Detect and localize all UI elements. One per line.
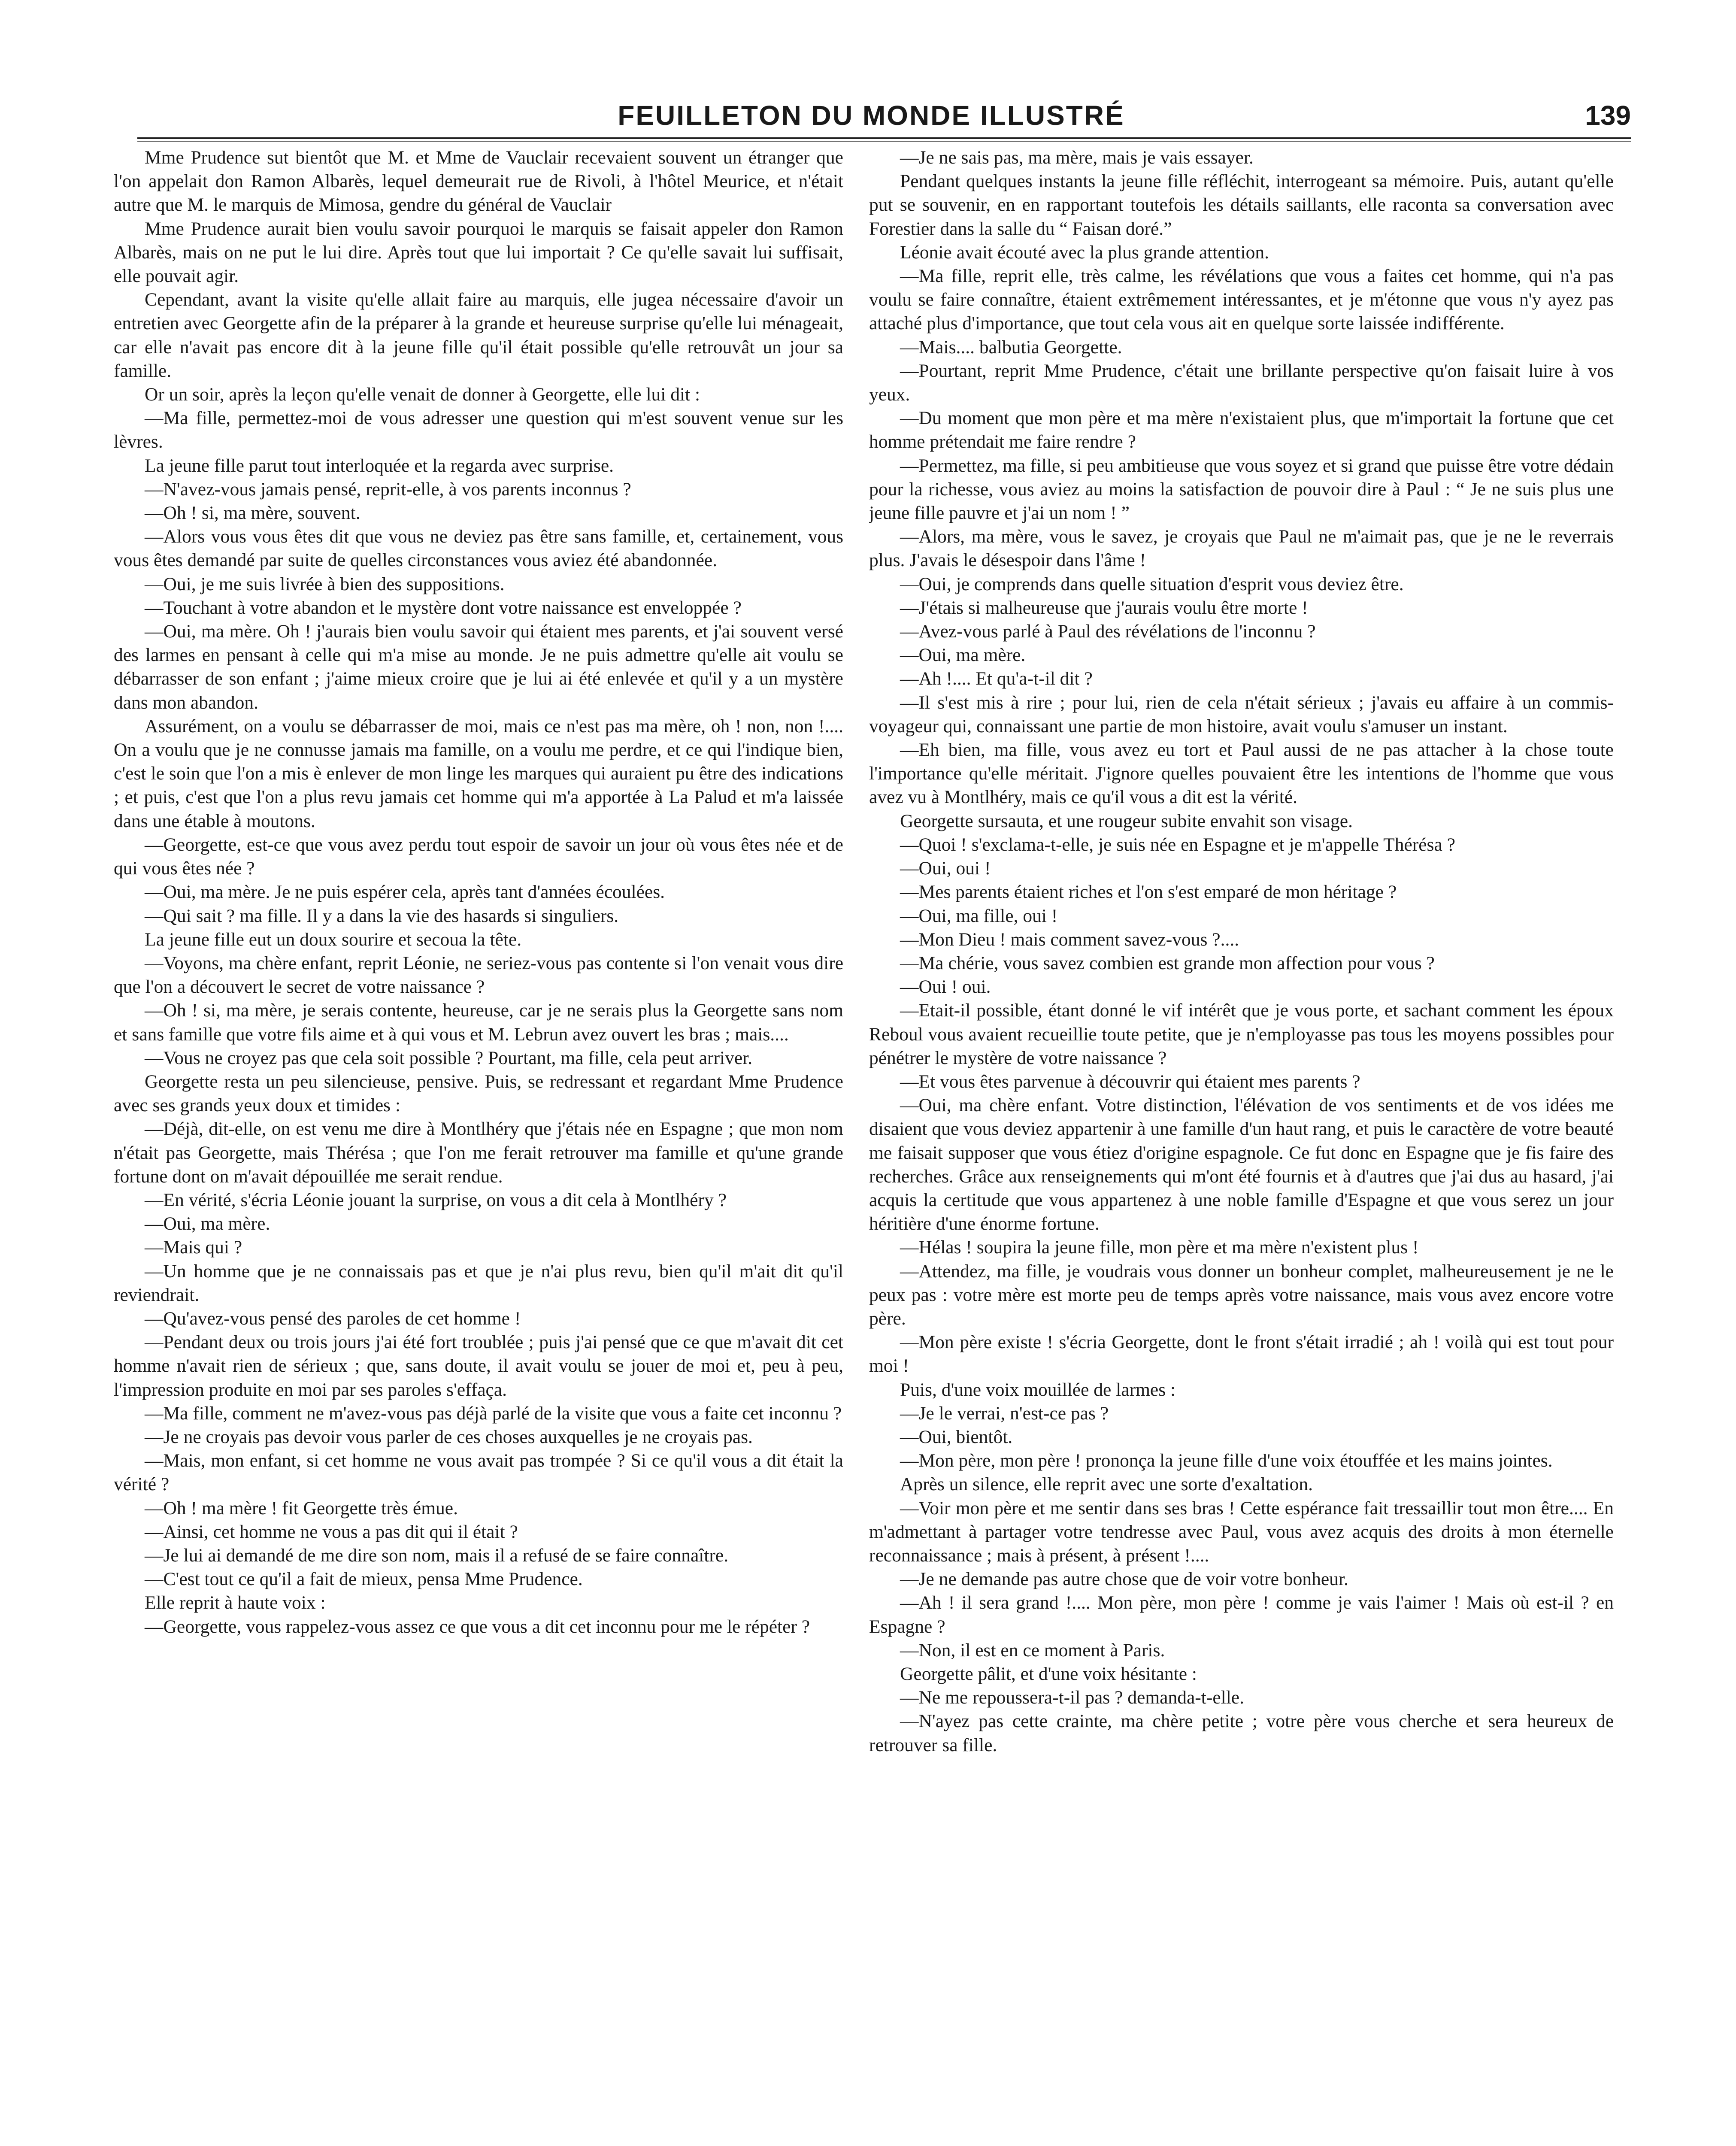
paragraph: —Hélas ! soupira la jeune fille, mon père et ma mère n'existent plus ! [900,1237,1419,1258]
paragraph: Georgette pâlit, et d'une voix hésitante : [900,1664,1197,1684]
paragraph: —Oui, je me suis livrée à bien des suppositions. [145,573,505,594]
paragraph: —Oui, ma mère. [145,1213,270,1234]
paragraph: —Ah ! il sera grand !.... Mon père, mon père ! comme je vais l'aimer ! Mais où est-il ? en Espagne ? [869,1592,1614,1637]
paragraph: —Non, il est en ce moment à Paris. [900,1640,1165,1661]
paragraph: —Je ne demande pas autre chose que de voir votre bonheur. [900,1569,1348,1590]
paragraph: —Mon père, mon père ! prononça la jeune fille d'une voix étouffée et les mains jointes. [900,1450,1553,1471]
paragraph: —J'étais si malheureuse que j'aurais voulu être morte ! [900,597,1308,618]
paragraph: —Permettez, ma fille, si peu ambitieuse que vous soyez et si grand que puisse être votre dédain pour la richesse, vous aviez au moins la satisfaction de pouvoir dire à Paul : “ Je ne suis plus une jeune fille pauvre et j'ai un nom ! ” [869,455,1614,524]
paragraph: —Touchant à votre abandon et le mystère dont votre naissance est enveloppée ? [145,597,742,618]
page-title: FEUILLETON DU MONDE ILLUSTRÉ [618,100,1125,131]
paragraph: —Oui, ma mère. Je ne puis espérer cela, après tant d'années écoulées. [145,882,665,903]
paragraph: —Oh ! si, ma mère, souvent. [145,503,361,524]
paragraph: —Mais qui ? [145,1237,242,1258]
paragraph: —Alors vous vous êtes dit que vous ne deviez pas être sans famille, et, certainement, vous vous êtes demandé par suite de quelles circonstances vous aviez été abandonnée. [114,526,843,571]
paragraph: Mme Prudence sut bientôt que M. et Mme de Vauclair recevaient souvent un étranger que l'on appelait don Ramon Albarès, lequel demeurait rue de Rivoli, à l'hôtel Meurice, et n'était autre que M. le marquis de Mimosa, gendre du général de Vauclair [114,147,843,215]
paragraph: —Oui, ma chère enfant. Votre distinction, l'élévation de vos sentiments et de vos idées me disaient que vous deviez appartenir à une famille d'un haut rang, et puis le caractère de votre beauté me faisait supposer que vous étiez d'origine espagnole. Ce fut donc en Espagne que je fis faire des recherches. Grâce aux renseignements qui m'ont été fournis et à d'autres que j'ai dus au hasard, j'ai acquis la certitude que vous appartenez à une noble famille d'Espagne et que vous serez un jour héritière d'une énorme fortune. [869,1095,1614,1234]
page-number: 139 [1585,100,1631,131]
paragraph: —Et vous êtes parvenue à découvrir qui étaient mes parents ? [900,1071,1360,1092]
paragraph: Cependant, avant la visite qu'elle allait faire au marquis, elle jugea nécessaire d'avoir un entretien avec Georgette afin de la préparer à la grande et heureuse surprise qu'elle lui ménageait, car elle n'avait pas encore dit à la jeune fille qu'il était possible qu'elle retrouvât un jour sa famille. [114,289,843,381]
header-rule [137,137,1631,142]
paragraph: —Du moment que mon père et ma mère n'existaient plus, que m'importait la fortune que cet homme prétendait me faire rendre ? [869,408,1614,452]
paragraph: —Oui, ma mère. Oh ! j'aurais bien voulu savoir qui étaient mes parents, et j'ai souvent versé des larmes en pensant à celle qui m'a mise au monde. Je ne puis admettre qu'elle ait voulu se débarrasser de son enfant ; j'aime mieux croire que je lui ai été enlevée et qu'il y a un mystère dans mon abandon. [114,621,843,713]
paragraph: —En vérité, s'écria Léonie jouant la surprise, on vous a dit cela à Montlhéry ? [145,1189,727,1210]
paragraph: —Ainsi, cet homme ne vous a pas dit qui il était ? [145,1521,518,1542]
paragraph: Georgette sursauta, et une rougeur subite envahit son visage. [900,810,1353,831]
paragraph: —Mon père existe ! s'écria Georgette, dont le front s'était irradié ; ah ! voilà qui est tout pour moi ! [869,1332,1614,1376]
paragraph: —Déjà, dit-elle, on est venu me dire à Montlhéry que j'étais née en Espagne ; que mon nom n'était pas Georgette, mais Thérésa ; que l'on me ferait retrouver ma famille et qu'une grande fortune dont on m'avait dépouillée me serait rendue. [114,1118,843,1187]
paragraph: —Ma fille, permettez-moi de vous adresser une question qui m'est souvent venue sur les lèvres. [114,408,843,452]
paragraph: Or un soir, après la leçon qu'elle venait de donner à Georgette, elle lui dit : [145,384,700,405]
paragraph: Mme Prudence aurait bien voulu savoir pourquoi le marquis se faisait appeler don Ramon Albarès, mais on ne put le lui dire. Après tout que lui importait ? Ce qu'elle savait lui suffisait, elle pouvait agir. [114,218,843,287]
paragraph: —N'ayez pas cette crainte, ma chère petite ; votre père vous cherche et sera heureux de retrouver sa fille. [869,1711,1614,1755]
paragraph: La jeune fille parut tout interloquée et la regarda avec surprise. [145,455,614,476]
paragraph: Georgette resta un peu silencieuse, pensive. Puis, se redressant et regardant Mme Prudence avec ses grands yeux doux et timides : [114,1071,843,1116]
paragraph: —Oh ! si, ma mère, je serais contente, heureuse, car je ne serais plus la Georgette sans nom et sans famille que votre fils aime et à qui vous et M. Lebrun avez ouvert les bras ; mais.... [114,1000,843,1045]
paragraph: —Oui, ma mère. [900,645,1026,666]
paragraph: —N'avez-vous jamais pensé, reprit-elle, à vos parents inconnus ? [145,479,631,500]
paragraph: —Qui sait ? ma fille. Il y a dans la vie des hasards si singuliers. [145,905,619,926]
paragraph: —Attendez, ma fille, je voudrais vous donner un bonheur complet, malheureusement je ne le peux pas : votre mère est morte peu de temps après votre naissance, mais vous avez encore votre père. [869,1261,1614,1329]
paragraph: —Eh bien, ma fille, vous avez eu tort et Paul aussi de ne pas attacher à la chose toute l'importance qu'elle méritait. J'ignore quelles pouvaient être les intentions de l'homme que vous avez vu à Montlhéry, mais ce qu'il vous a dit est la vérité. [869,740,1614,808]
paragraph: —Mes parents étaient riches et l'on s'est emparé de mon héritage ? [900,882,1397,903]
paragraph: —Je ne sais pas, ma mère, mais je vais essayer. [900,147,1254,168]
paragraph: Pendant quelques instants la jeune fille réfléchit, interrogeant sa mémoire. Puis, autant qu'elle put se souvenir, en en rapportant toutefois les détails saillants, elle raconta sa conversation avec Forestier dans la salle du “ Faisan doré.” [869,171,1614,239]
paragraph: —Alors, ma mère, vous le savez, je croyais que Paul ne m'aimait pas, que je ne le reverrais plus. J'avais le désespoir dans l'âme ! [869,526,1614,571]
paragraph: —Georgette, vous rappelez-vous assez ce que vous a dit cet inconnu pour me le répéter ? [145,1616,810,1637]
paragraph: —Vous ne croyez pas que cela soit possible ? Pourtant, ma fille, cela peut arriver. [145,1047,753,1068]
paragraph: —Mon Dieu ! mais comment savez-vous ?.... [900,929,1239,950]
paragraph: —Mais.... balbutia Georgette. [900,336,1122,358]
paragraph: —Pourtant, reprit Mme Prudence, c'était une brillante perspective qu'on faisait luire à vos yeux. [869,360,1614,405]
paragraph: —Georgette, est-ce que vous avez perdu tout espoir de savoir un jour où vous êtes née et de qui vous êtes née ? [114,834,843,879]
paragraph: —Pendant deux ou trois jours j'ai été fort troublée ; puis j'ai pensé que ce que m'avait dit cet homme n'avait rien de sérieux ; que, sans doute, il avait voulu se jouer de moi et, peu à peu, l'impression produite en moi par ses paroles s'effaça. [114,1332,843,1400]
paragraph: —Un homme que je ne connaissais pas et que je n'ai plus revu, bien qu'il m'ait dit qu'il reviendrait. [114,1261,843,1305]
paragraph: —Ah !.... Et qu'a-t-il dit ? [900,668,1093,689]
page-header [112,100,1631,140]
paragraph: —Oui, oui ! [900,858,991,879]
paragraph: —Ma fille, reprit elle, très calme, les révélations que vous a faites cet homme, qui n'a pas voulu se faire connaître, étaient extrêmement intéressantes, et je m'étonne que vous n'y ayez pas attaché plus d'importance, que tout cela vous ait en quelque sorte laissée indifférente. [869,266,1614,334]
paragraph: —Oh ! ma mère ! fit Georgette très émue. [145,1497,458,1519]
paragraph: —Je le verrai, n'est-ce pas ? [900,1403,1109,1424]
paragraph: —Ma chérie, vous savez combien est grande mon affection pour vous ? [900,952,1435,973]
paragraph: —Avez-vous parlé à Paul des révélations de l'inconnu ? [900,621,1316,642]
paragraph: —Quoi ! s'exclama-t-elle, je suis née en Espagne et je m'appelle Thérésa ? [900,834,1455,855]
paragraph: —Voir mon père et me sentir dans ses bras ! Cette espérance fait tressaillir tout mon être.... En m'admettant à partager votre tendresse avec Paul, vous avez acquis des droits à mon éternelle reconnaissance ; mais à présent, à présent !.... [869,1497,1614,1566]
paragraph: —Qu'avez-vous pensé des paroles de cet homme ! [145,1308,521,1329]
paragraph: Après un silence, elle reprit avec une sorte d'exaltation. [900,1474,1313,1495]
paragraph: —Il s'est mis à rire ; pour lui, rien de cela n'était sérieux ; j'avais eu affaire à un commis-voyageur qui, connaissant une partie de mon histoire, avait voulu s'amuser un instant. [869,692,1614,737]
paragraph: Elle reprit à haute voix : [145,1592,326,1613]
paragraph: —Oui, bientôt. [900,1426,1013,1447]
paragraph: —Oui, ma fille, oui ! [900,905,1058,926]
paragraph: —Je ne croyais pas devoir vous parler de ces choses auxquelles je ne croyais pas. [145,1426,753,1447]
paragraph: —Oui, je comprends dans quelle situation d'esprit vous deviez être. [900,573,1404,594]
paragraph: —Etait-il possible, étant donné le vif intérêt que je vous porte, et sachant comment les époux Reboul vous avaient recueillie toute petite, que je n'employasse pas tous les moyens possibles pour pénétrer le mystère de votre naissance ? [869,1000,1614,1068]
paragraph: Puis, d'une voix mouillée de larmes : [900,1379,1176,1400]
paragraph: La jeune fille eut un doux sourire et secoua la tête. [145,929,522,950]
paragraph: —Mais, mon enfant, si cet homme ne vous avait pas trompée ? Si ce qu'il vous a dit était la vérité ? [114,1450,843,1495]
paragraph: Léonie avait écouté avec la plus grande attention. [900,242,1269,263]
paragraph: —Oui ! oui. [900,976,991,997]
paragraph: Assurément, on a voulu se débarrasser de moi, mais ce n'est pas ma mère, oh ! non, non !.... On a voulu que je ne connusse jamais ma famille, on a voulu me perdre, et ce qui l'indique bien, c'est le soin que l'on a mis è enlever de mon linge les marques qui auraient pu être des indications ; et puis, c'est que l'on a plus revu jamais cet homme qui m'a apportée à La Palud et m'a laissée dans une étable à moutons. [114,715,843,831]
left-column [114,146,843,2146]
paragraph: —Ma fille, comment ne m'avez-vous pas déjà parlé de la visite que vous a faite cet inconnu ? [145,1403,842,1424]
paragraph: —Ne me repoussera-t-il pas ? demanda-t-elle. [900,1687,1244,1708]
paragraph: —Voyons, ma chère enfant, reprit Léonie, ne seriez-vous pas contente si l'on venait vous dire que l'on a découvert le secret de votre naissance ? [114,952,843,997]
paragraph: —Je lui ai demandé de me dire son nom, mais il a refusé de se faire connaître. [145,1545,729,1566]
right-column [869,146,1614,2146]
paragraph: —C'est tout ce qu'il a fait de mieux, pensa Mme Prudence. [145,1569,583,1590]
